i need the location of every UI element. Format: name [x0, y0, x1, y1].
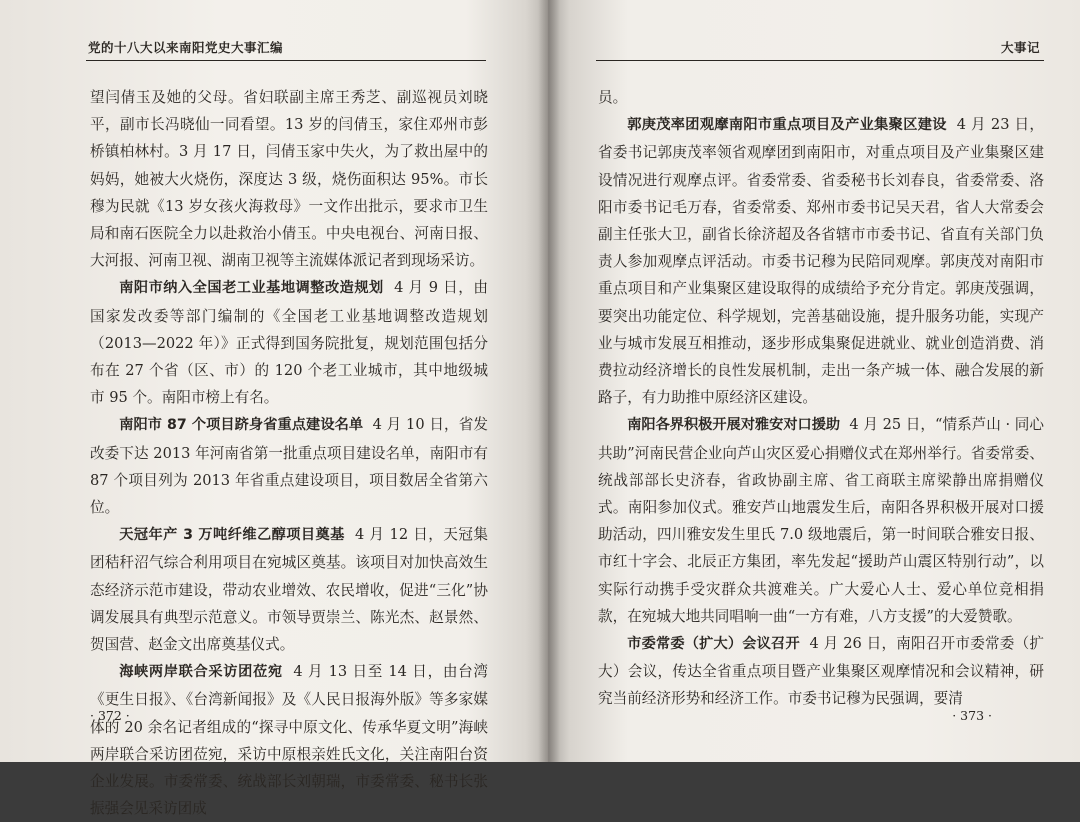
left-body-text	[90, 84, 488, 822]
entry-title: 南阳各界积极开展对雅安对口援助	[627, 417, 841, 434]
entry-title: 市委常委（扩大）会议召开	[627, 636, 800, 653]
right-body-text	[598, 84, 1044, 713]
right-header-rule	[596, 60, 1044, 61]
entry-text: 4 月 26 日，南阳召开市委常委（扩大）会议，传达全省重点项目暨产业集聚区观摩情况和会议精神，研究当前经济形势和经济工作。市委书记穆为民强调，要清	[598, 635, 1044, 708]
entry-title: 郭庚茂率团观摩南阳市重点项目及产业集聚区建设	[627, 117, 947, 134]
right-running-head: 大事记	[1000, 40, 1040, 55]
right-page-number: · 373 ·	[952, 708, 992, 723]
entry-text: 4 月 13 日至 14 日，由台湾《更生日报》、《台湾新闻报》及《人民日报海外版》等多家媒体的 20 余名记者组成的“探寻中原文化、传承华夏文明”海峡两岸联合采访团莅宛，采访中原根亲姓氏文化，关注南阳台资企业发展。市委常委、统战部长刘朝瑞，市委常委、秘书长张振强会见采访团成	[90, 663, 488, 818]
entry-paragraph	[90, 521, 488, 658]
entry-paragraph	[598, 630, 1044, 713]
entry-text: 4 月 12 日，天冠集团秸秆沼气综合利用项目在宛城区奠基。该项目对加快高效生态经济示范市建设，带动农业增效、农民增收，促进“三化”协调发展具有典型示范意义。市领导贾崇兰、陈光杰、赵景然、贺国营、赵金文出席奠基仪式。	[90, 526, 488, 654]
entry-text: 4 月 25 日，“情系芦山 · 同心共助”河南民营企业向芦山灾区爱心捐赠仪式在郑州举行。省委常委、统战部部长史济春，省政协副主席、省工商联主席梁静出席捐赠仪式。南阳参加仪式。雅安芦山地震发生后，南阳各界积极开展对口援助活动，四川雅安发生里氏 7.0 级地震后，第一时间联合雅安日报、市红十字会、北辰正方集团，率先发起“援助芦山震区特别行动”，以实际行动携手受灾群众共渡难关。广大爱心人士、爱心单位竞相捐款，在宛城大地共同唱响一曲“一方有难，八方支援”的大爱赞歌。	[598, 416, 1044, 625]
right-page	[548, 0, 1080, 762]
entry-paragraph	[90, 658, 488, 822]
entry-title: 海峡两岸联合采访团莅宛	[119, 664, 283, 681]
left-header-rule	[86, 60, 486, 61]
entry-text: 4 月 9 日，由国家发改委等部门编制的《全国老工业基地调整改造规划（2013—2022 年）》正式得到国务院批复，规划范围包括分布在 27 个省（区、市）的 120 个老工业城市，其中地级城市 95 个。南阳市榜上有名。	[90, 279, 488, 407]
entry-paragraph	[90, 411, 488, 521]
left-page-number: · 372 ·	[90, 708, 130, 723]
entry-paragraph	[598, 411, 1044, 630]
entry-title: 南阳市 87 个项目跻身省重点建设名单	[119, 417, 364, 434]
entry-text: 4 月 23 日，省委书记郭庚茂率领省观摩团到南阳市，对重点项目及产业集聚区建设情况进行观摩点评。省委常委、省委秘书长刘春良，省委常委、洛阳市委书记毛万春，省委常委、郑州市委书记吴天君，省人大常委会副主任张大卫，副省长徐济超及各省辖市市委书记、省直有关部门负责人参加观摩点评活动。市委书记穆为民陪同观摩。郭庚茂对南阳市重点项目和产业集聚区建设取得的成绩给予充分肯定。郭庚茂强调，要突出功能定位、科学规划，完善基础设施，提升服务功能，实现产业与城市发展互相推动，逐步形成集聚促进就业、就业创造消费、消费拉动经济增长的良性发展机制，走出一条产城一体、融合发展的新路子，有力助推中原经济区建设。	[598, 116, 1044, 407]
book-gutter-shadow	[538, 0, 560, 762]
entry-paragraph	[90, 274, 488, 411]
entry-paragraph	[598, 111, 1044, 411]
right-continuation-paragraph: 员。	[598, 89, 628, 106]
left-continuation-paragraph: 望闫倩玉及她的父母。省妇联副主席王秀芝、副巡视员刘晓平，副市长冯晓仙一同看望。13 岁的闫倩玉，家住邓州市彭桥镇柏林村。3 月 17 日，闫倩玉家中失火，为了救出屋中的妈妈，她被大火烧伤，深度达 3 级，烧伤面积达 95%。市长穆为民就《13 岁女孩火海救母》一文作出批示，要求市卫生局和南石医院全力以赴救治小倩玉。中央电视台、河南日报、大河报、河南卫视、湖南卫视等主流媒体派记者到现场采访。	[90, 89, 488, 270]
left-running-head: 党的十八大以来南阳党史大事汇编	[88, 40, 284, 55]
entry-title: 南阳市纳入全国老工业基地调整改造规划	[119, 280, 384, 297]
entry-text: 4 月 10 日，省发改委下达 2013 年河南省第一批重点项目建设名单，南阳市有 87 个项目列为 2013 年省重点建设项目，项目数居全省第六位。	[90, 416, 488, 517]
entry-title: 天冠年产 3 万吨纤维乙醇项目奠基	[119, 527, 345, 544]
